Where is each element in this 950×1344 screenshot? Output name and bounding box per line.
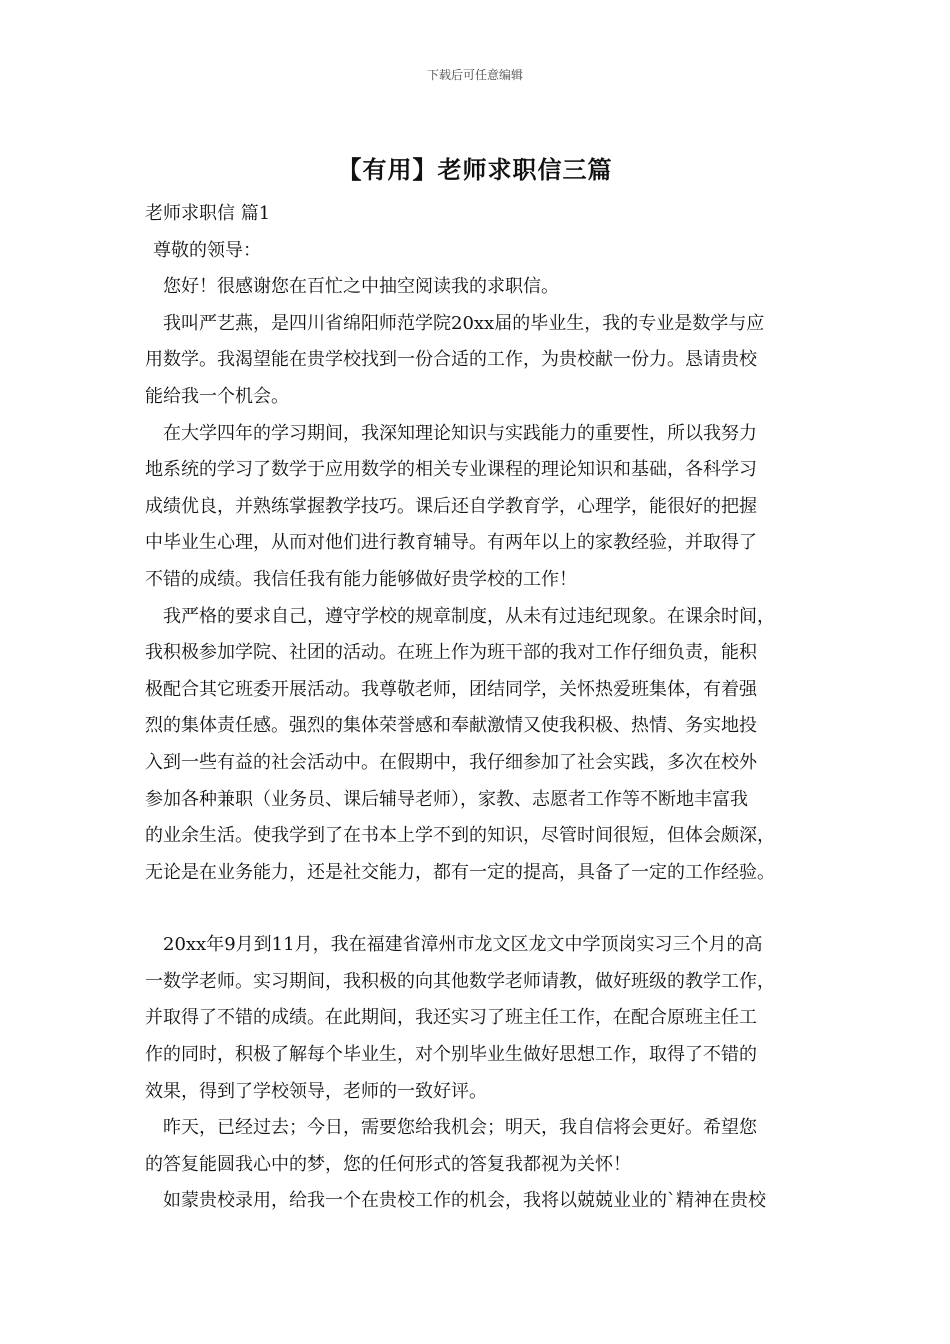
paragraph-line: 的业余生活。使我学到了在书本上学不到的知识，尽管时间很短，但体会颇深， bbox=[145, 825, 775, 847]
paragraph-line: 入到一些有益的社会活动中。在假期中，我仔细参加了社会实践，多次在校外 bbox=[145, 751, 757, 773]
paragraph-line: 的答复能圆我心中的梦，您的任何形式的答复我都视为关怀！ bbox=[145, 1153, 631, 1175]
paragraph-line: 用数学。我渴望能在贵学校找到一份合适的工作，为贵校献一份力。恳请贵校 bbox=[145, 349, 757, 371]
paragraph-line: 一数学老师。实习期间，我积极的向其他数学老师请教，做好班级的教学工作， bbox=[145, 970, 775, 992]
paragraph-line: 极配合其它班委开展活动。我尊敬老师，团结同学，关怀热爱班集体，有着强 bbox=[145, 678, 757, 700]
paragraph-line: 中毕业生心理，从而对他们进行教育辅导。有两年以上的家教经验，并取得了 bbox=[145, 532, 757, 554]
page-title: 【有用】老师求职信三篇 bbox=[337, 155, 613, 184]
paragraph-line: 20xx年9月到11月，我在福建省漳州市龙文区龙文中学顶岗实习三个月的高 bbox=[163, 934, 763, 956]
paragraph-line: 无论是在业务能力，还是社交能力，都有一定的提高，具备了一定的工作经验。 bbox=[145, 861, 775, 883]
paragraph-line: 不错的成绩。我信任我有能力能够做好贵学校的工作！ bbox=[145, 568, 577, 590]
paragraph-line: 在大学四年的学习期间，我深知理论知识与实践能力的重要性，所以我努力 bbox=[163, 422, 757, 444]
salutation: 尊敬的领导： bbox=[153, 239, 261, 261]
section-heading: 老师求职信 篇1 bbox=[145, 203, 271, 224]
paragraph-line: 能给我一个机会。 bbox=[145, 385, 289, 407]
paragraph-line: 效果，得到了学校领导，老师的一致好评。 bbox=[145, 1080, 487, 1102]
paragraph-line: 您好！很感谢您在百忙之中抽空阅读我的求职信。 bbox=[163, 276, 559, 298]
page-header: 下载后可任意编辑 bbox=[426, 68, 523, 82]
paragraph-gap bbox=[145, 891, 825, 927]
paragraph-line: 我积极参加学院、社团的活动。在班上作为班干部的我对工作仔细负责，能积 bbox=[145, 642, 757, 664]
paragraph-line: 烈的集体责任感。强烈的集体荣誉感和奉献激情又使我积极、热情、务实地投 bbox=[145, 715, 757, 737]
paragraph-line: 我严格的要求自己，遵守学校的规章制度，从未有过违纪现象。在课余时间， bbox=[163, 605, 775, 627]
paragraph-line: 昨天，已经过去；今日，需要您给我机会；明天，我自信将会更好。希望您 bbox=[163, 1117, 757, 1139]
paragraph-line: 并取得了不错的成绩。在此期间，我还实习了班主任工作，在配合原班主任工 bbox=[145, 1007, 757, 1029]
paragraph-line: 我叫严艺燕，是四川省绵阳师范学院20xx届的毕业生，我的专业是数学与应 bbox=[163, 312, 765, 334]
paragraph-line: 参加各种兼职（业务员、课后辅导老师），家教、志愿者工作等不断地丰富我 bbox=[145, 788, 748, 810]
paragraph-line: 地系统的学习了数学于应用数学的相关专业课程的理论知识和基础，各科学习 bbox=[145, 459, 757, 481]
paragraph-line: 如蒙贵校录用，给我一个在贵校工作的机会，我将以兢兢业业的`精神在贵校 bbox=[163, 1190, 766, 1212]
paragraph-line: 成绩优良，并熟练掌握教学技巧。课后还自学教育学，心理学，能很好的把握 bbox=[145, 495, 757, 517]
paragraph-line: 作的同时，积极了解每个毕业生，对个别毕业生做好思想工作，取得了不错的 bbox=[145, 1044, 757, 1066]
document-body bbox=[145, 196, 825, 1220]
